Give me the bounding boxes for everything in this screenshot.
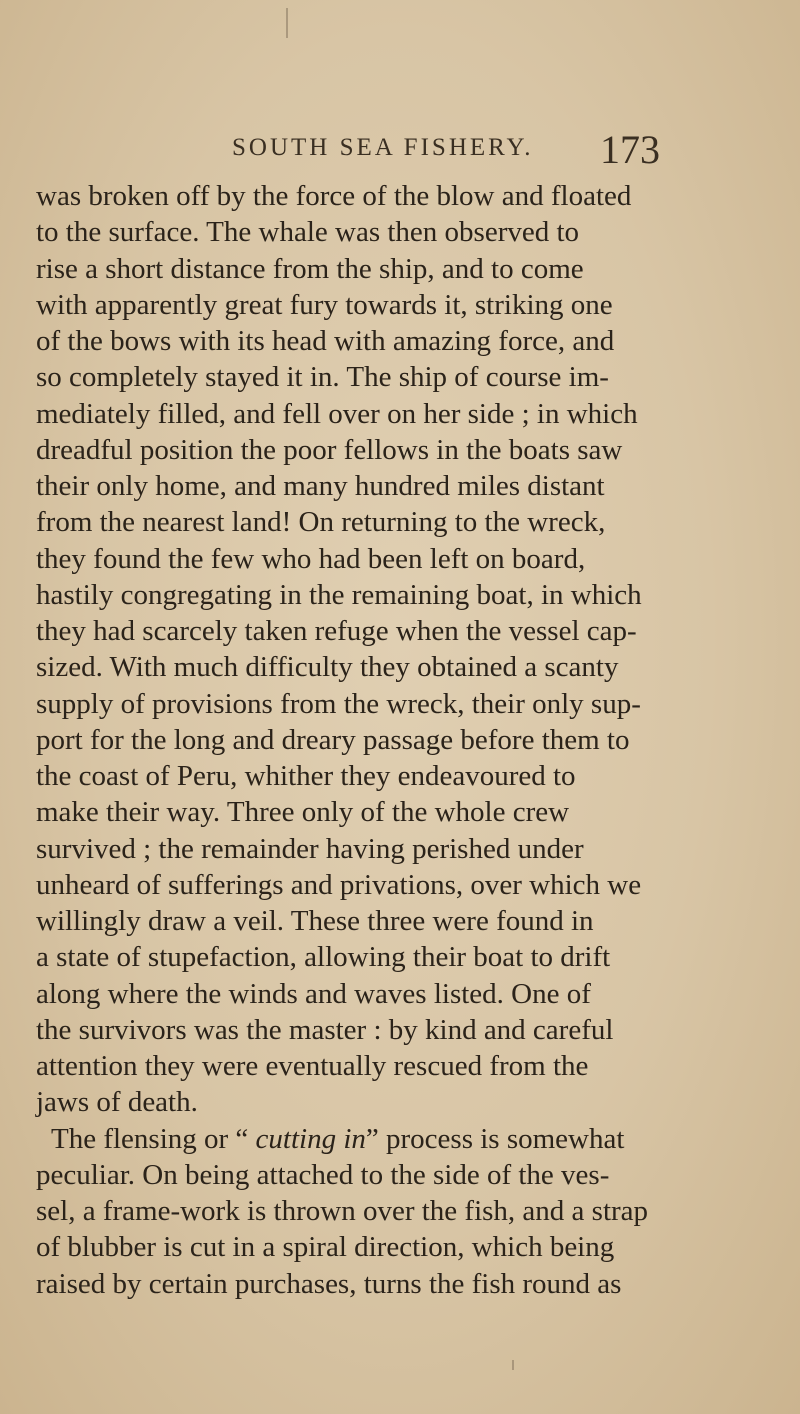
text-line: a state of stupefaction, allowing their boat to drift [36,941,611,974]
text-line: attention they were eventually rescued from the [36,1050,589,1082]
text-line: sel, a frame-work is thrown over the fish, and a strap [36,1195,649,1227]
text-line: of the bows with its head with amazing force, and [36,325,615,357]
text-line: willingly draw a veil. These three were found in [36,905,594,937]
page-blemish [286,8,288,38]
text-line: unheard of sufferings and privations, over which we [36,868,642,901]
text-line: hastily congregating in the remaining boat, in which [36,578,642,611]
text-line: sized. With much difficulty they obtained a scanty [36,651,619,684]
text-line-with-italic [36,1121,800,1157]
text-segment: ” process is somewhat [365,1122,625,1155]
text-line: their only home, and many hundred miles distant [36,470,605,502]
text-line: supply of provisions from the wreck, their only sup- [36,687,641,720]
text-line: dreadful position the poor fellows in the boats saw [36,433,623,466]
text-line: was broken off by the force of the blow and floated [36,180,632,212]
text-line: peculiar. On being attached to the side of the ves- [36,1158,610,1191]
text-line: survived ; the remainder having perished under [36,832,584,865]
text-line: raised by certain purchases, turns the fish round as [36,1267,622,1300]
text-line: make their way. Three only of the whole crew [36,796,570,829]
text-line: rise a short distance from the ship, and to come [36,252,584,285]
text-line: so completely stayed it in. The ship of course im- [36,361,609,394]
page-number: 173 [600,127,660,172]
text-line: they had scarcely taken refuge when the vessel cap- [36,615,637,647]
text-line: to the surface. The whale was then observed to [36,216,580,249]
italic-phrase: cutting in [255,1122,366,1155]
text-line: the coast of Peru, whither they endeavoured to [36,760,576,792]
text-line: of blubber is cut in a spiral direction, which being [36,1231,615,1264]
text-line: with apparently great fury towards it, striking one [36,288,613,321]
text-line: along where the winds and waves listed. One of [36,977,591,1010]
text-line: port for the long and dreary passage before them to [36,723,630,756]
text-line: from the nearest land! On returning to the wreck, [36,506,606,539]
running-head-title: SOUTH SEA FISHERY. [232,134,534,161]
text-line: they found the few who had been left on board, [36,542,586,575]
running-head [0,127,800,172]
text-line: mediately filled, and fell over on her side ; in which [36,397,638,430]
text-segment: The flensing or “ [51,1122,256,1155]
text-line: the survivors was the master : by kind and careful [36,1013,614,1046]
body-text [36,178,800,1302]
page-blemish [512,1360,514,1370]
text-line: jaws of death. [36,1086,198,1119]
